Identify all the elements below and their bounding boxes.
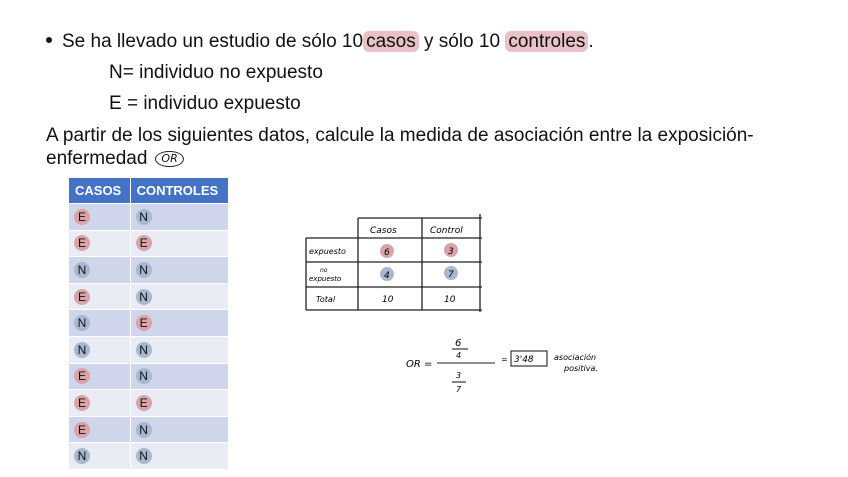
cell-controles: [130, 310, 228, 337]
hand-row-total: Total: [316, 295, 336, 304]
hand-row-no: no: [320, 267, 328, 274]
cell-casos: [69, 230, 130, 257]
table-row: [69, 257, 229, 284]
bullet-text-end: .: [588, 31, 594, 52]
handwritten-contingency-table: [300, 210, 500, 320]
cell-casos: [69, 283, 130, 310]
table-row: [69, 363, 229, 390]
table-header-row: [69, 178, 229, 204]
nonexposed-marker: N: [136, 448, 152, 464]
exposed-marker: E: [74, 395, 90, 411]
cell-controles: [130, 416, 228, 443]
bullet-line: [46, 31, 594, 53]
bullet-text-pre: Se ha llevado un estudio de sólo 10: [62, 31, 364, 52]
table-row: [69, 416, 229, 443]
nonexposed-marker: N: [74, 315, 90, 331]
exposed-marker: E: [74, 289, 90, 305]
nonexposed-marker: N: [136, 209, 152, 225]
table-row: [69, 230, 229, 257]
cell-casos: [69, 443, 130, 469]
exposed-marker: E: [74, 368, 90, 384]
hand-col-control: Control: [430, 226, 463, 236]
formula-result: 3'48: [514, 355, 534, 365]
or-handwritten-mark: OR: [155, 151, 183, 167]
cell-controles: [130, 363, 228, 390]
nonexposed-marker: N: [74, 342, 90, 358]
nonexposed-marker: N: [136, 422, 152, 438]
highlight-casos: casos: [363, 31, 419, 52]
formula-d2: 7: [456, 385, 462, 394]
hand-t2: 10: [444, 295, 456, 305]
exposed-marker: E: [74, 235, 90, 251]
cell-controles: [130, 390, 228, 417]
question-text: enfermedad: [46, 148, 148, 169]
formula-n2: 3: [456, 371, 462, 380]
formula-n1: 6: [455, 338, 462, 349]
table-row: [69, 204, 229, 231]
hand-v22: 7: [448, 270, 454, 280]
definition-n: N= individuo no expuesto: [109, 62, 323, 83]
table-row: [69, 283, 229, 310]
formula-note-1: asociación: [554, 353, 597, 362]
exposed-marker: E: [136, 395, 152, 411]
cell-controles: [130, 443, 228, 469]
cell-casos: [69, 257, 130, 284]
cell-casos: [69, 363, 130, 390]
nonexposed-marker: N: [136, 368, 152, 384]
hand-row-no-expuesto: expuesto: [309, 275, 342, 283]
nonexposed-marker: N: [136, 342, 152, 358]
exposed-marker: E: [136, 235, 152, 251]
cell-casos: [69, 310, 130, 337]
hand-t1: 10: [382, 295, 394, 305]
table-row: [69, 336, 229, 363]
cell-controles: [130, 283, 228, 310]
cell-controles: [130, 204, 228, 231]
cell-casos: [69, 336, 130, 363]
bullet-text-mid: y sólo 10: [423, 31, 501, 52]
hand-row-expuesto: expuesto: [309, 247, 346, 256]
cell-casos: [69, 416, 130, 443]
hand-v12: 3: [448, 247, 454, 257]
cell-controles: [130, 257, 228, 284]
bullet-dot-icon: [46, 37, 52, 43]
cell-casos: [69, 390, 130, 417]
formula-note-2: positiva.: [564, 364, 598, 373]
nonexposed-marker: N: [74, 448, 90, 464]
handwritten-or-formula: [400, 330, 620, 400]
hand-v21: 4: [384, 271, 390, 281]
formula-or: OR =: [406, 359, 433, 370]
table-row: [69, 443, 229, 469]
definition-e: E = individuo expuesto: [109, 93, 301, 114]
nonexposed-marker: N: [74, 262, 90, 278]
table-row: [69, 310, 229, 337]
nonexposed-marker: N: [136, 289, 152, 305]
cell-casos: [69, 204, 130, 231]
hand-col-casos: Casos: [370, 226, 397, 236]
table-row: [69, 390, 229, 417]
hand-v11: 6: [384, 248, 390, 258]
header-controles: CONTROLES: [130, 178, 228, 204]
header-casos: CASOS: [69, 178, 130, 204]
exposed-marker: E: [136, 315, 152, 331]
formula-d1: 4: [456, 351, 462, 360]
cell-controles: [130, 230, 228, 257]
cases-controls-table: [69, 178, 229, 469]
cell-controles: [130, 336, 228, 363]
nonexposed-marker: N: [136, 262, 152, 278]
table-body: [69, 204, 229, 469]
exposed-marker: E: [74, 422, 90, 438]
formula-eq: =: [501, 355, 508, 364]
highlight-controles: controles: [505, 31, 588, 52]
question-line-1: A partir de los siguientes datos, calcule la medida de asociación entre la exposición-: [46, 125, 754, 146]
question-line-2: [46, 148, 184, 170]
exposed-marker: E: [74, 209, 90, 225]
